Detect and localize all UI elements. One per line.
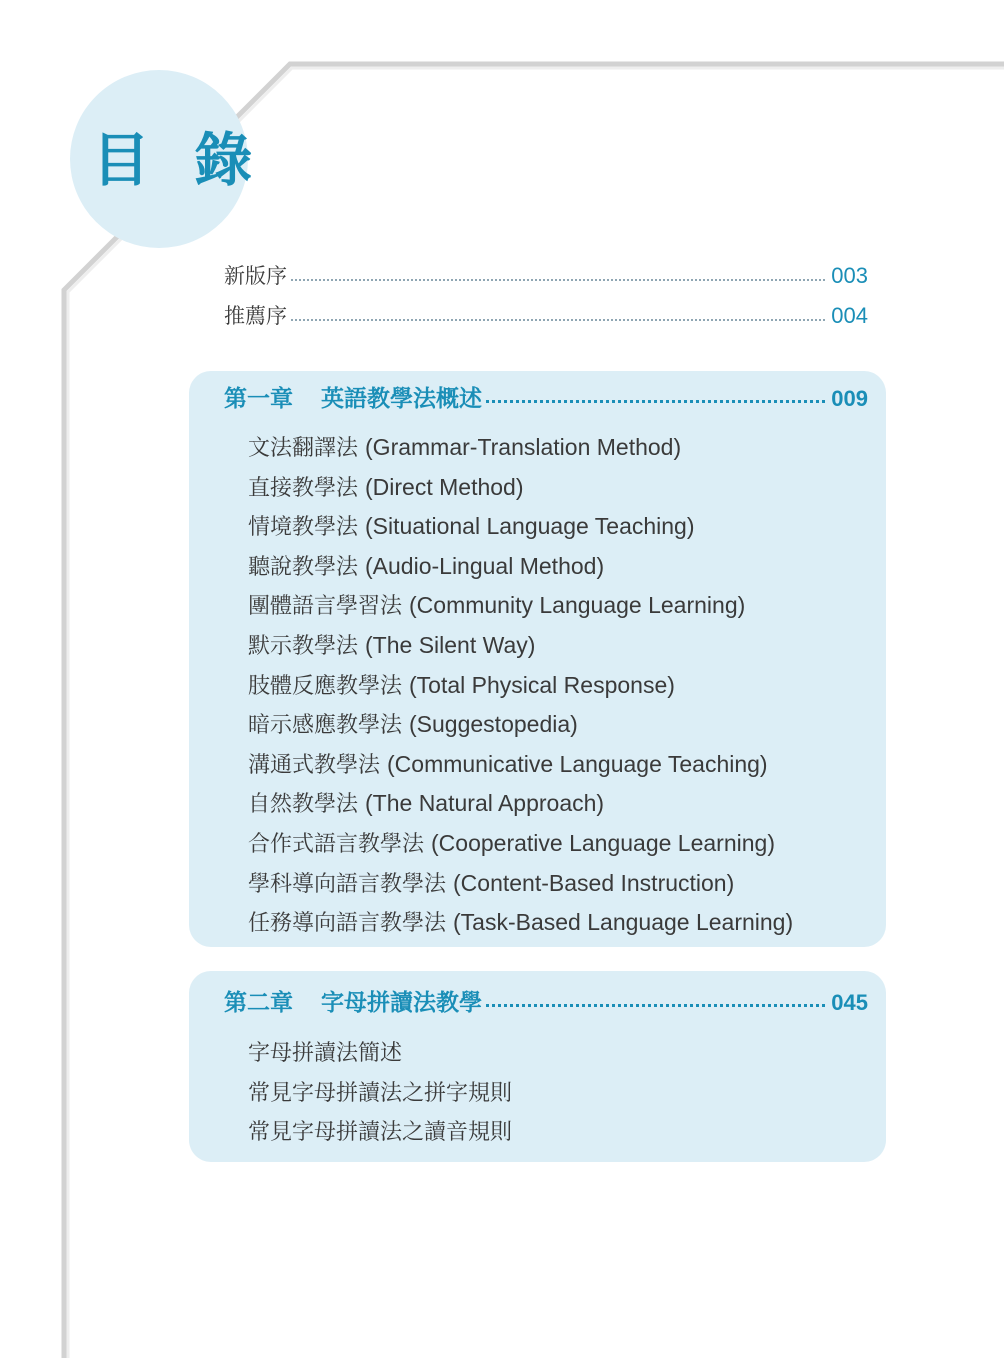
chapter-2-panel [189, 971, 886, 1162]
section-item[interactable] [248, 824, 793, 864]
section-en: (Grammar-Translation Method) [365, 434, 682, 460]
section-item[interactable] [248, 1034, 512, 1074]
chapter-title: 英語教學法概述 [321, 386, 482, 412]
section-item[interactable] [248, 1074, 512, 1114]
section-en: (Communicative Language Teaching) [387, 750, 768, 777]
section-zh: 常見字母拼讀法之拼字規則 [248, 1080, 513, 1106]
chapter-number: 第二章 [224, 990, 293, 1016]
section-item[interactable] [248, 666, 793, 706]
section-item[interactable] [248, 586, 793, 626]
section-en: (Community Language Learning) [409, 592, 746, 619]
section-en: (Suggestopedia) [409, 711, 578, 738]
section-item[interactable] [248, 1113, 512, 1153]
section-zh: 學科導向語言教學法 [248, 871, 447, 897]
chapter-title: 字母拼讀法教學 [321, 990, 482, 1016]
chapter-1-section-list [248, 428, 793, 943]
toc-entry-page: 003 [831, 263, 868, 288]
chapter-1-panel [189, 371, 886, 947]
section-zh: 直接教學法 [248, 475, 359, 501]
section-en: (The Natural Approach) [365, 790, 605, 817]
section-item[interactable] [248, 784, 793, 824]
section-zh: 合作式語言教學法 [248, 831, 425, 857]
dot-leader [486, 1004, 825, 1007]
dot-leader [486, 400, 825, 403]
page-title: 目 錄 [92, 126, 265, 194]
section-en: (Total Physical Response) [409, 671, 675, 698]
section-en: (Audio-Lingual Method) [365, 552, 605, 579]
chapter-number: 第一章 [224, 386, 293, 412]
section-zh: 字母拼讀法簡述 [248, 1041, 403, 1066]
chapter-page: 009 [831, 386, 868, 411]
section-zh: 自然教學法 [248, 792, 359, 818]
section-item[interactable] [248, 428, 793, 468]
section-item[interactable] [248, 864, 793, 904]
section-zh: 常見字母拼讀法之讀音規則 [248, 1120, 513, 1146]
chapter-page: 045 [831, 990, 868, 1015]
section-item[interactable] [248, 468, 793, 508]
section-zh: 肢體反應教學法 [248, 673, 403, 699]
section-en: (The Silent Way) [365, 631, 536, 658]
toc-entry-page: 004 [831, 303, 868, 328]
toc-entry-preface-recommend[interactable] [224, 300, 868, 336]
section-zh: 暗示感應教學法 [248, 713, 403, 739]
section-item[interactable] [248, 705, 793, 745]
chapter-2-section-list [248, 1034, 512, 1153]
section-en: (Situational Language Teaching) [365, 513, 695, 540]
section-item[interactable] [248, 507, 793, 547]
section-item[interactable] [248, 745, 793, 785]
dot-leader [291, 319, 825, 321]
chapter-2-heading[interactable] [224, 984, 868, 1024]
section-zh: 任務導向語言教學法 [248, 911, 447, 937]
section-zh: 溝通式教學法 [248, 752, 381, 778]
section-en: (Content-Based Instruction) [453, 869, 735, 896]
dot-leader [291, 279, 825, 281]
section-item[interactable] [248, 903, 793, 943]
section-en: (Direct Method) [365, 473, 524, 500]
toc-entry-label: 新版序 [224, 264, 287, 288]
section-item[interactable] [248, 547, 793, 587]
toc-entry-preface-new[interactable] [224, 260, 868, 296]
section-zh: 團體語言學習法 [248, 594, 403, 620]
section-zh: 情境教學法 [248, 515, 359, 541]
section-en: (Cooperative Language Learning) [431, 829, 775, 856]
section-zh: 聽說教學法 [248, 554, 359, 580]
section-zh: 文法翻譯法 [248, 436, 359, 461]
toc-entry-label: 推薦序 [224, 304, 287, 328]
section-item[interactable] [248, 626, 793, 666]
chapter-1-heading[interactable] [224, 380, 868, 420]
section-zh: 默示教學法 [248, 633, 359, 659]
section-en: (Task-Based Language Learning) [453, 909, 794, 936]
